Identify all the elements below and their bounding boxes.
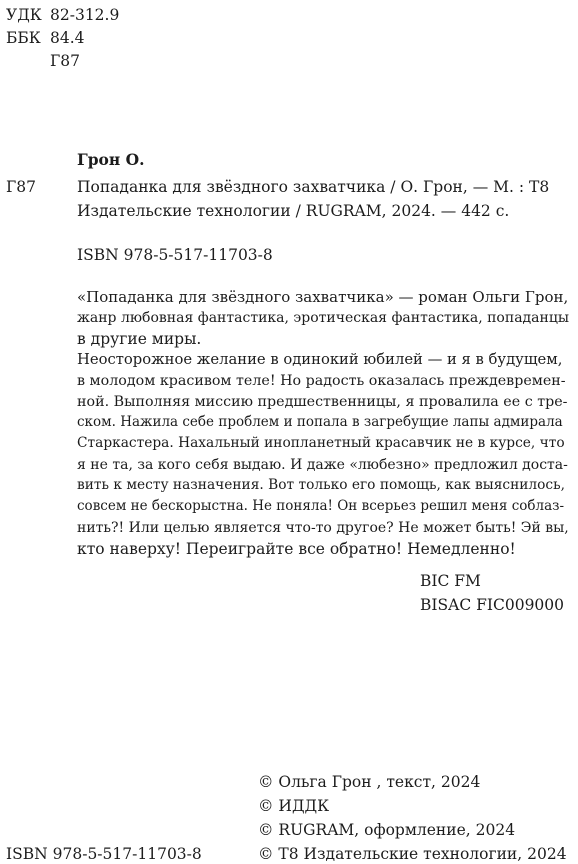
annotation-line: совсем не бескорыстна. Не поняла! Он всерьез решил меня соблаз- — [77, 498, 565, 514]
annotation-line: в другие миры. — [77, 330, 202, 348]
code-value: 82-312.9 — [50, 6, 120, 24]
annotation-line: жанр любовная фантастика, эротическая фантастика, попаданцы — [77, 310, 569, 326]
annotation-line: Старкастера. Нахальный инопланетный красавчик не в курсе, что — [77, 435, 565, 451]
author-mark-row — [0, 52, 200, 70]
isbn-bottom: ISBN 978-5-517-11703-8 — [6, 845, 202, 863]
annotation-line: в молодом красивом теле! Но радость оказалась преждевремен- — [77, 373, 566, 389]
bic-code: BIC FM — [420, 572, 481, 590]
bibliographic-line: Издательские технологии / RUGRAM, 2024. — 442 с. — [77, 202, 510, 220]
copyright-line: © Ольга Грон , текст, 2024 — [258, 773, 481, 791]
annotation-line: ной. Выполняя миссию предшественницы, я провалила ее с тре- — [77, 394, 568, 410]
copyright-line: © RUGRAM, оформление, 2024 — [258, 821, 516, 839]
annotation-line: я не та, за кого себя выдаю. И даже «любезно» предложил доста- — [77, 457, 568, 473]
author-code: Г87 — [6, 178, 36, 196]
annotation-line: ском. Нажила себе проблем и попала в загребущие лапы адмирала — [77, 414, 563, 430]
bibliographic-line: Попаданка для звёздного захватчика / О. Грон, — М. : Т8 — [77, 178, 550, 196]
copyright-line: © ИДДК — [258, 797, 330, 815]
code-value: Г87 — [50, 52, 80, 70]
code-value: 84.4 — [50, 29, 85, 47]
annotation-line: Неосторожное желание в одинокий юбилей — и я в будущем, — [77, 351, 563, 368]
annotation-line: вить к месту назначения. Вот только его помощь, как выяснилось, — [77, 477, 565, 493]
code-label: ББК — [6, 29, 41, 47]
bisac-code: BISAC FIC009000 — [420, 596, 565, 614]
annotation-line: кто наверху! Переиграйте все обратно! Немедленно! — [77, 540, 516, 558]
annotation-line: нить?! Или целью является что-то другое? Не может быть! Эй вы, — [77, 520, 569, 536]
udk-row — [0, 6, 200, 24]
bbk-row — [0, 29, 200, 47]
isbn-top: ISBN 978-5-517-11703-8 — [77, 246, 273, 264]
author-name: Грон О. — [77, 150, 145, 169]
copyright-line: © Т8 Издательские технологии, 2024 — [258, 845, 567, 863]
annotation-line: «Попаданка для звёздного захватчика» — роман Ольги Грон, — [77, 288, 569, 306]
code-label: УДК — [6, 6, 42, 24]
